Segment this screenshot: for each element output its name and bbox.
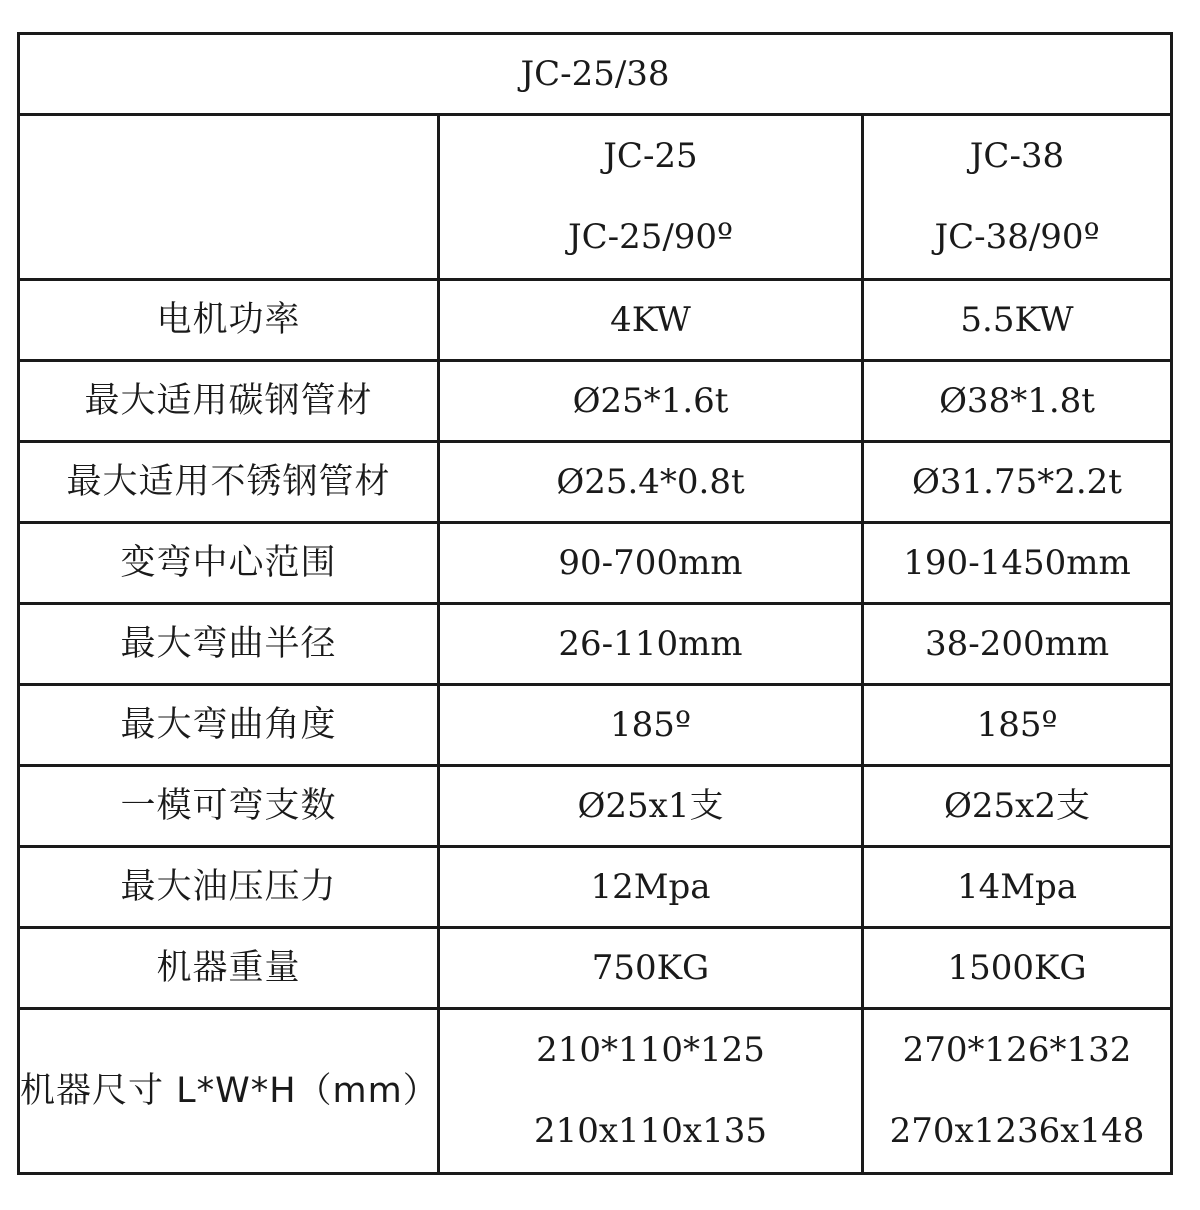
spec-label: 变弯中心范围: [19, 523, 439, 604]
spec-value-jc38: [863, 1009, 1172, 1174]
spec-row-motor-power: [19, 280, 1172, 361]
spec-row-hydraulic-pressure: [19, 847, 1172, 928]
spec-label: 最大弯曲角度: [19, 685, 439, 766]
spec-row-bend-radius: [19, 604, 1172, 685]
spec-row-tubes-per-die: [19, 766, 1172, 847]
spec-label: 电机功率: [19, 280, 439, 361]
dimension-line: 270*126*132: [902, 1030, 1132, 1070]
title-row: [19, 34, 1172, 115]
spec-value-jc25: Ø25x1支: [439, 766, 863, 847]
model-variant: JC-38/90º: [934, 217, 1100, 257]
spec-row-bend-center-range: [19, 523, 1172, 604]
spec-value-jc25: [439, 1009, 863, 1174]
table-title: JC-25/38: [19, 34, 1172, 115]
spec-row-machine-dimensions: [19, 1009, 1172, 1174]
spec-value-jc38: 1500KG: [863, 928, 1172, 1009]
model-name: JC-38: [969, 136, 1065, 176]
spec-value-jc38: 190-1450mm: [863, 523, 1172, 604]
header-empty-cell: [19, 115, 439, 280]
spec-value-jc38: 185º: [863, 685, 1172, 766]
spec-row-stainless-tube: [19, 442, 1172, 523]
model-name: JC-25: [603, 136, 698, 176]
spec-value-jc38: Ø31.75*2.2t: [863, 442, 1172, 523]
model-variant: JC-25/90º: [567, 217, 734, 257]
spec-value-jc38: Ø25x2支: [863, 766, 1172, 847]
spec-value-jc25: Ø25.4*0.8t: [439, 442, 863, 523]
dimension-line: 210x110x135: [533, 1111, 768, 1151]
spec-label: 最大油压压力: [19, 847, 439, 928]
spec-row-carbon-steel-tube: [19, 361, 1172, 442]
spec-row-machine-weight: [19, 928, 1172, 1009]
spec-value-jc25: Ø25*1.6t: [439, 361, 863, 442]
model-header-jc38: [863, 115, 1172, 280]
spec-label: 最大弯曲半径: [19, 604, 439, 685]
spec-value-jc25: 185º: [439, 685, 863, 766]
spec-value-jc25: 750KG: [439, 928, 863, 1009]
spec-value-jc38: 38-200mm: [863, 604, 1172, 685]
spec-value-jc38: 14Mpa: [863, 847, 1172, 928]
spec-row-bend-angle: [19, 685, 1172, 766]
spec-value-jc25: 90-700mm: [439, 523, 863, 604]
model-header-row: [19, 115, 1172, 280]
model-header-jc25: [439, 115, 863, 280]
spec-label: 一模可弯支数: [19, 766, 439, 847]
spec-value-jc25: 26-110mm: [439, 604, 863, 685]
spec-label: 机器重量: [19, 928, 439, 1009]
spec-value-jc38: 5.5KW: [863, 280, 1172, 361]
spec-value-jc25: 12Mpa: [439, 847, 863, 928]
dimension-line: 270x1236x148: [889, 1111, 1145, 1151]
spec-value-jc38: Ø38*1.8t: [863, 361, 1172, 442]
spec-table: [17, 32, 1173, 1175]
spec-label: 最大适用不锈钢管材: [19, 442, 439, 523]
spec-label: 最大适用碳钢管材: [19, 361, 439, 442]
spec-label: 机器尺寸 L*W*H（mm）: [19, 1009, 439, 1174]
dimension-line: 210*110*125: [536, 1030, 765, 1070]
spec-value-jc25: 4KW: [439, 280, 863, 361]
